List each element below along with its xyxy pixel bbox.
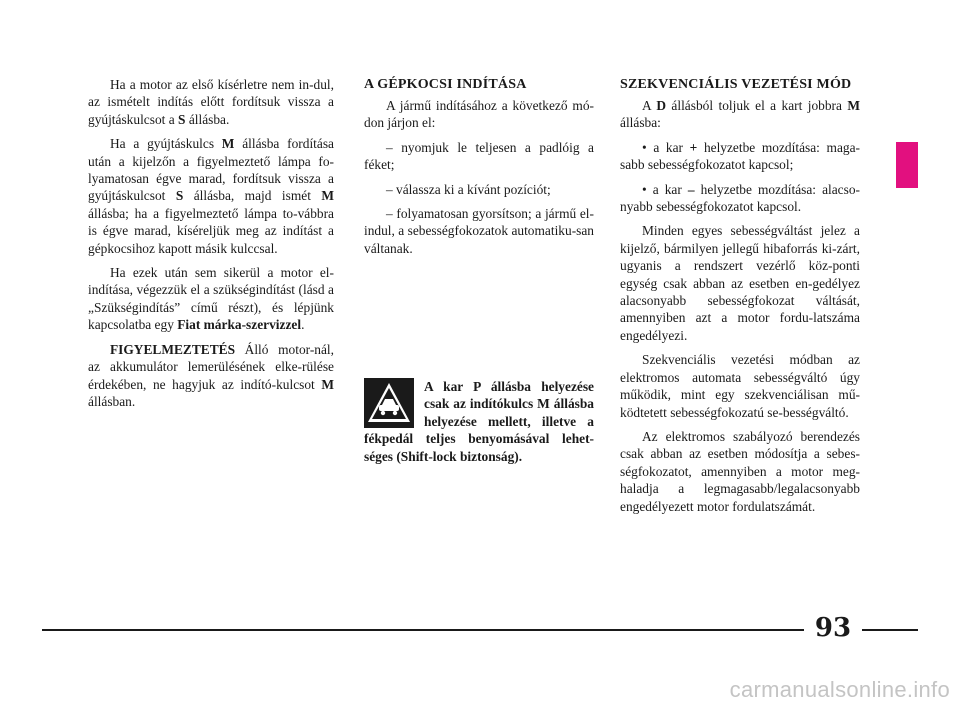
paragraph: FIGYELMEZTETÉS Álló motor-nál, az akkumulátor lemerülésének elke-rülése érdekében, ne hagyjuk az indító-kulcsot M állásban. bbox=[88, 341, 334, 409]
footer-rule-right bbox=[862, 629, 918, 631]
warning-text: A kar P állásba helyezése csak az indítókulcs M állásba helyezése mellett, illetve a fékpedál teljes benyomásával lehet-séges (Shift-lock biztonság). bbox=[364, 379, 594, 464]
paragraph: • a kar – helyzetbe mozdítása: alacso-nyabb sebességfokozatot kapcsol. bbox=[620, 181, 860, 215]
chapter-tab-marker bbox=[896, 142, 918, 188]
column-2-paragraphs bbox=[364, 97, 594, 257]
footer-rule-left bbox=[42, 629, 804, 631]
paragraph: Az elektromos szabályozó berendezés csak abban az esetben módosítja a sebes-ségfokozatot, amennyiben a motor meg-haladja a legmagasabb/legalacsonyabb engedélyezett motor fordulatszámát. bbox=[620, 428, 860, 514]
paragraph: • a kar + helyzetbe mozdítása: maga-sabb sebességfokozatot kapcsol; bbox=[620, 139, 860, 173]
paragraph: – válassza ki a kívánt pozíciót; bbox=[386, 181, 551, 197]
paragraph: Ha a gyújtáskulcs M állásba fordítása után a kijelzőn a figyelmeztető lámpa fo-lyamatosan égve marad, fordítsuk vissza a gyújtáskulcsot S állásba, majd ismét M állásba; ha a figyelmeztető lámpa to-vábbra is égve marad, kíséreljük meg az indítást a gépkocsihoz kapott másik kulccsal. bbox=[88, 136, 334, 256]
paragraph: A jármű indításához a következő mó-don járjon el: bbox=[364, 98, 594, 131]
column-1 bbox=[88, 76, 334, 417]
page-number: 93 bbox=[814, 613, 852, 643]
paragraph: Ha ezek után sem sikerül a motor el-indítása, végezzük el a szükségindítást (lásd a „Szükségindítás” című részt), és lépjünk kapcsolatba egy Fiat márka-szervizzel. bbox=[88, 265, 334, 333]
paragraph: – nyomjuk le teljesen a padlóig a féket; bbox=[364, 139, 594, 173]
section-heading-sequential: SZEKVENCIÁLIS VEZETÉSI MÓD bbox=[620, 77, 852, 92]
column-3-paragraphs bbox=[620, 97, 860, 515]
paragraph: Szekvenciális vezetési módban az elektromos automata sebességváltó úgy működik, mint egy szekvenciálisan mű-ködtetett sebességfokozatú se-bességváltó. bbox=[620, 352, 860, 420]
column-2 bbox=[364, 76, 594, 264]
paragraph: – folyamatosan gyorsítson; a jármű el-indul, a sebességfokozatok automatiku-san váltanak. bbox=[364, 206, 594, 256]
paragraph: Minden egyes sebességváltást jelez a kijelző, bármilyen jellegű hibaforrás ki-zárt, ugyanis a rendszert vezérlő köz-ponti egység csak abban az esetben en-gedélyez alacsonyabb sebességfokozat váltását, amennyiben azt a motor fordu-latszáma engedélyezi. bbox=[620, 223, 860, 343]
paragraph: Ha a motor az első kísérletre nem in-dul, az ismételt indítás előtt fordítsuk vissza a gyújtáskulcsot a S állásba. bbox=[88, 77, 334, 127]
column-3 bbox=[620, 76, 860, 522]
paragraph: A D állásból toljuk el a kart jobbra M állásba: bbox=[620, 98, 861, 131]
column-1-paragraphs bbox=[88, 76, 334, 410]
section-heading-starting: A GÉPKOCSI INDÍTÁSA bbox=[364, 77, 527, 92]
warning-triangle-car-icon bbox=[364, 378, 414, 428]
warning-note bbox=[364, 378, 594, 465]
watermark: carmanualsonline.info bbox=[729, 677, 950, 702]
